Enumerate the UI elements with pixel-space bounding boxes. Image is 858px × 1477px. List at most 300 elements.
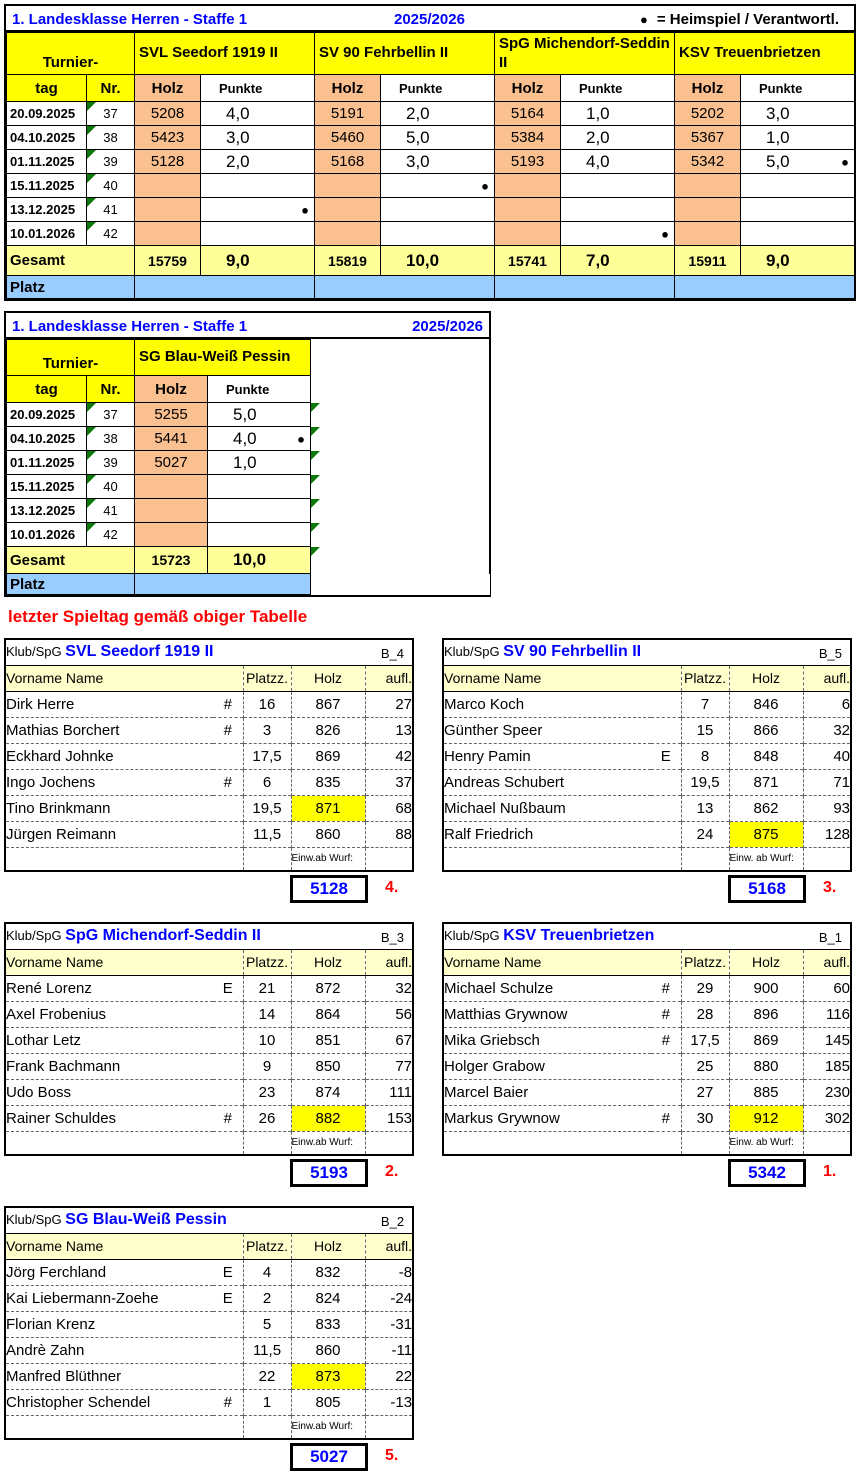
tag-label: tag xyxy=(7,376,87,403)
player-name: Ralf Friedrich xyxy=(443,821,651,847)
empty-cell xyxy=(311,376,490,403)
corner-flag-icon xyxy=(87,198,96,207)
empty-cell xyxy=(5,847,243,871)
player-marker: # xyxy=(213,1105,243,1131)
pessin-results-table xyxy=(4,311,491,597)
platzz-header: Platzz. xyxy=(243,665,291,691)
holz-label: Holz xyxy=(675,75,741,102)
player-holz: 805 xyxy=(291,1389,365,1415)
player-name: Rainer Schuldes xyxy=(5,1105,213,1131)
corner-flag-icon xyxy=(87,499,96,508)
player-aufl: 60 xyxy=(803,975,851,1001)
einwurf-row xyxy=(443,1131,851,1155)
punkte-value: 2,0 xyxy=(201,150,315,174)
punkte-value xyxy=(741,198,855,222)
klub-spg-label: Klub/SpG xyxy=(6,1212,66,1228)
player-marker xyxy=(213,821,243,847)
punkte-value: 3,0 xyxy=(741,102,855,126)
player-platzz: 17,5 xyxy=(681,1027,729,1053)
empty-cell xyxy=(243,847,291,871)
club-roster-table xyxy=(442,922,852,1156)
platzz-header: Platzz. xyxy=(243,1233,291,1259)
player-platzz: 29 xyxy=(681,975,729,1001)
punkte-value xyxy=(208,475,311,499)
team-name: SVL Seedorf 1919 II xyxy=(135,33,315,75)
klub-spg-label: Klub/SpG xyxy=(6,644,66,660)
holz-value xyxy=(135,222,201,246)
league-title-bar xyxy=(6,6,854,32)
punkte-label: Punkte xyxy=(741,75,855,102)
match-nr: 40 xyxy=(87,475,135,499)
holz-value: 5460 xyxy=(315,126,381,150)
corner-flag-icon xyxy=(311,427,320,436)
einwurf-row xyxy=(443,847,851,871)
vorname-name-header: Vorname Name xyxy=(443,949,681,975)
empty-cell xyxy=(365,1415,413,1439)
gesamt-punkte: 10,0 xyxy=(208,547,311,574)
nr-label: Nr. xyxy=(87,75,135,102)
league-results-table xyxy=(4,4,856,301)
empty-cell xyxy=(681,847,729,871)
match-row xyxy=(7,427,490,451)
match-nr: 40 xyxy=(87,174,135,198)
holz-value xyxy=(495,174,561,198)
club-block xyxy=(4,922,416,1193)
player-aufl: 302 xyxy=(803,1105,851,1131)
corner-flag-icon xyxy=(87,451,96,460)
aufl-header: aufl. xyxy=(365,949,413,975)
match-nr: 41 xyxy=(87,198,135,222)
einwurf-row xyxy=(5,1131,413,1155)
empty-cell xyxy=(311,574,490,595)
club-title-cell xyxy=(5,639,413,665)
match-date: 04.10.2025 xyxy=(7,126,87,150)
legend-text: = Heimspiel / Verantwortl. xyxy=(656,11,840,28)
player-platzz: 3 xyxy=(243,717,291,743)
player-name: Holger Grabow xyxy=(443,1053,651,1079)
punkte-value: 2,0 xyxy=(561,126,675,150)
gesamt-punkte: 7,0 xyxy=(561,246,675,276)
player-row xyxy=(5,821,413,847)
club-team-name: SVL Seedorf 1919 II xyxy=(65,643,214,661)
holz-value: 5202 xyxy=(675,102,741,126)
aufl-header: aufl. xyxy=(365,1233,413,1259)
punkte-value xyxy=(381,198,495,222)
player-platzz: 23 xyxy=(243,1079,291,1105)
match-nr: 39 xyxy=(87,150,135,174)
punkte-value: 1,0 xyxy=(561,102,675,126)
player-holz: 896 xyxy=(729,1001,803,1027)
player-marker: E xyxy=(213,975,243,1001)
player-marker: E xyxy=(213,1285,243,1311)
player-row xyxy=(5,1389,413,1415)
holz-value: 5208 xyxy=(135,102,201,126)
player-holz: 866 xyxy=(729,717,803,743)
corner-flag-icon xyxy=(87,427,96,436)
player-platzz: 19,5 xyxy=(243,795,291,821)
player-marker xyxy=(651,717,681,743)
player-holz: 873 xyxy=(291,1363,365,1389)
team-total-holz: 5342 xyxy=(728,1159,806,1187)
corner-flag-icon xyxy=(87,222,96,231)
player-name: Marcel Baier xyxy=(443,1079,651,1105)
player-holz: 875 xyxy=(729,821,803,847)
player-aufl: 185 xyxy=(803,1053,851,1079)
player-platzz: 10 xyxy=(243,1027,291,1053)
team-total-row xyxy=(290,1159,416,1193)
gesamt-holz: 15819 xyxy=(315,246,381,276)
player-aufl: 77 xyxy=(365,1053,413,1079)
team-rank: 2. xyxy=(385,1163,399,1180)
punkte-value xyxy=(741,174,855,198)
player-holz: 826 xyxy=(291,717,365,743)
holz-value xyxy=(315,174,381,198)
player-marker xyxy=(651,795,681,821)
player-aufl: -31 xyxy=(365,1311,413,1337)
club-roster-table xyxy=(4,922,414,1156)
player-name: Henry Pamin xyxy=(443,743,651,769)
aufl-header: aufl. xyxy=(365,665,413,691)
club-team-name: SV 90 Fehrbellin II xyxy=(503,643,642,661)
player-name: Markus Grywnow xyxy=(443,1105,651,1131)
player-name: Mathias Borchert xyxy=(5,717,213,743)
player-marker xyxy=(213,1337,243,1363)
team-name: SG Blau-Weiß Pessin xyxy=(135,340,311,376)
player-platzz: 21 xyxy=(243,975,291,1001)
comment-flag-cell xyxy=(311,427,490,451)
club-team-name: SpG Michendorf-Seddin II xyxy=(65,927,261,945)
player-name: Andrè Zahn xyxy=(5,1337,213,1363)
player-row xyxy=(5,1311,413,1337)
player-marker: # xyxy=(651,1027,681,1053)
player-aufl: -11 xyxy=(365,1337,413,1363)
corner-flag-icon xyxy=(87,150,96,159)
player-platzz: 11,5 xyxy=(243,1337,291,1363)
punkte-value xyxy=(561,198,675,222)
player-marker xyxy=(651,769,681,795)
empty-cell xyxy=(5,1131,243,1155)
einw-label: Einw.ab Wurf: xyxy=(291,1415,365,1439)
player-row xyxy=(5,1337,413,1363)
player-aufl: 111 xyxy=(365,1079,413,1105)
league-title: 1. Landesklasse Herren - Staffe 1 xyxy=(12,318,248,335)
player-name: Marco Koch xyxy=(443,691,651,717)
pessin-title-bar xyxy=(6,313,489,339)
player-row xyxy=(443,821,851,847)
punkte-value: 4,0 ● xyxy=(208,427,311,451)
comment-flag-cell xyxy=(311,451,490,475)
match-date: 20.09.2025 xyxy=(7,403,87,427)
roster-header-row xyxy=(5,949,413,975)
empty-cell xyxy=(243,1131,291,1155)
player-holz: 900 xyxy=(729,975,803,1001)
player-row xyxy=(443,691,851,717)
player-name: Florian Krenz xyxy=(5,1311,213,1337)
player-platzz: 24 xyxy=(681,821,729,847)
holz-value xyxy=(495,198,561,222)
holz-header: Holz xyxy=(291,1233,365,1259)
comment-flag-cell xyxy=(311,547,490,574)
player-aufl: 116 xyxy=(803,1001,851,1027)
team-header-row xyxy=(7,340,490,376)
einwurf-row xyxy=(5,1415,413,1439)
player-aufl: 56 xyxy=(365,1001,413,1027)
player-name: Dirk Herre xyxy=(5,691,213,717)
player-aufl: 68 xyxy=(365,795,413,821)
punkte-value: 3,0 xyxy=(381,150,495,174)
player-platzz: 25 xyxy=(681,1053,729,1079)
empty-cell xyxy=(5,1415,243,1439)
player-row xyxy=(443,743,851,769)
gesamt-holz: 15723 xyxy=(135,547,208,574)
player-holz: 851 xyxy=(291,1027,365,1053)
punkte-value xyxy=(381,174,495,198)
club-roster-table xyxy=(4,638,414,872)
team-name: KSV Treuenbrietzen xyxy=(675,33,855,75)
platz-row xyxy=(7,276,855,299)
club-title-row xyxy=(443,639,851,665)
player-aufl: 145 xyxy=(803,1027,851,1053)
player-row xyxy=(443,717,851,743)
club-team-name: SG Blau-Weiß Pessin xyxy=(65,1211,227,1229)
player-aufl: 71 xyxy=(803,769,851,795)
klub-spg-label: Klub/SpG xyxy=(444,928,504,944)
match-nr: 41 xyxy=(87,499,135,523)
punkte-value: 5,0 xyxy=(208,403,311,427)
holz-value xyxy=(315,222,381,246)
holz-value: 5193 xyxy=(495,150,561,174)
column-header-row xyxy=(7,75,855,102)
tag-label: tag xyxy=(7,75,87,102)
player-aufl: 128 xyxy=(803,821,851,847)
player-aufl: 230 xyxy=(803,1079,851,1105)
match-row xyxy=(7,150,855,174)
player-marker xyxy=(213,743,243,769)
season-label: 2025/2026 xyxy=(394,11,465,28)
holz-header: Holz xyxy=(291,949,365,975)
gesamt-label: Gesamt xyxy=(7,246,135,276)
einw-label: Einw. ab Wurf: xyxy=(729,1131,803,1155)
gesamt-holz: 15741 xyxy=(495,246,561,276)
holz-value: 5027 xyxy=(135,451,208,475)
player-aufl: -13 xyxy=(365,1389,413,1415)
holz-value: 5423 xyxy=(135,126,201,150)
club-code: B_3 xyxy=(380,930,405,945)
holz-value xyxy=(315,198,381,222)
holz-value: 5191 xyxy=(315,102,381,126)
holz-value xyxy=(675,198,741,222)
empty-cell xyxy=(803,1131,851,1155)
player-row xyxy=(5,1363,413,1389)
empty-cell xyxy=(365,847,413,871)
player-holz: 833 xyxy=(291,1311,365,1337)
player-marker: # xyxy=(213,1389,243,1415)
punkte-value xyxy=(381,222,495,246)
player-platzz: 28 xyxy=(681,1001,729,1027)
club-title-row xyxy=(5,639,413,665)
player-aufl: 13 xyxy=(365,717,413,743)
holz-value: 5128 xyxy=(135,150,201,174)
season-label: 2025/2026 xyxy=(412,318,483,335)
player-aufl: 6 xyxy=(803,691,851,717)
holz-value: 5384 xyxy=(495,126,561,150)
player-platzz: 22 xyxy=(243,1363,291,1389)
punkte-value: 4,0 xyxy=(561,150,675,174)
team-total-row xyxy=(290,1443,416,1477)
player-name: René Lorenz xyxy=(5,975,213,1001)
player-row xyxy=(443,795,851,821)
club-roster-table xyxy=(4,1206,414,1440)
player-platzz: 17,5 xyxy=(243,743,291,769)
vorname-name-header: Vorname Name xyxy=(5,949,243,975)
player-row xyxy=(5,975,413,1001)
platz-cell xyxy=(135,574,311,595)
league-title: 1. Landesklasse Herren - Staffe 1 xyxy=(12,11,248,28)
player-name: Michael Nußbaum xyxy=(443,795,651,821)
player-holz: 832 xyxy=(291,1259,365,1285)
player-holz: 885 xyxy=(729,1079,803,1105)
player-holz: 871 xyxy=(729,769,803,795)
empty-cell xyxy=(803,847,851,871)
holz-value: 5441 xyxy=(135,427,208,451)
player-aufl: 32 xyxy=(803,717,851,743)
corner-flag-icon xyxy=(311,475,320,484)
player-row xyxy=(443,1079,851,1105)
roster-header-row xyxy=(443,665,851,691)
punkte-value: 1,0 xyxy=(208,451,311,475)
player-holz: 860 xyxy=(291,821,365,847)
team-name: SpG Michendorf-Seddin II xyxy=(495,33,675,75)
player-name: Ingo Jochens xyxy=(5,769,213,795)
platz-cell xyxy=(315,276,495,299)
player-aufl: 88 xyxy=(365,821,413,847)
player-aufl: -24 xyxy=(365,1285,413,1311)
klub-spg-label: Klub/SpG xyxy=(6,928,66,944)
match-date: 10.01.2026 xyxy=(7,222,87,246)
aufl-header: aufl. xyxy=(803,949,851,975)
club-code: B_5 xyxy=(818,646,843,661)
punkte-label: Punkte xyxy=(208,376,311,403)
corner-flag-icon xyxy=(311,451,320,460)
punkte-value: 1,0 xyxy=(741,126,855,150)
match-nr: 37 xyxy=(87,403,135,427)
punkte-value xyxy=(561,222,675,246)
player-platzz: 7 xyxy=(681,691,729,717)
player-platzz: 27 xyxy=(681,1079,729,1105)
heimspiel-dot-icon: ● xyxy=(841,154,850,169)
club-team-name: KSV Treuenbrietzen xyxy=(503,927,655,945)
player-row xyxy=(5,1259,413,1285)
team-total-holz: 5168 xyxy=(728,875,806,903)
match-row xyxy=(7,222,855,246)
holz-value: 5255 xyxy=(135,403,208,427)
player-platzz: 19,5 xyxy=(681,769,729,795)
player-holz: 835 xyxy=(291,769,365,795)
player-platzz: 4 xyxy=(243,1259,291,1285)
club-title-cell xyxy=(443,639,851,665)
player-platzz: 5 xyxy=(243,1311,291,1337)
holz-header: Holz xyxy=(729,949,803,975)
player-row xyxy=(5,691,413,717)
punkte-value xyxy=(208,499,311,523)
player-name: Christopher Schendel xyxy=(5,1389,213,1415)
player-row xyxy=(5,743,413,769)
holz-value xyxy=(135,198,201,222)
player-aufl: 93 xyxy=(803,795,851,821)
match-nr: 38 xyxy=(87,126,135,150)
player-holz: 882 xyxy=(291,1105,365,1131)
player-name: Matthias Grywnow xyxy=(443,1001,651,1027)
punkte-value xyxy=(201,222,315,246)
player-holz: 846 xyxy=(729,691,803,717)
player-name: Günther Speer xyxy=(443,717,651,743)
match-date: 04.10.2025 xyxy=(7,427,87,451)
club-block xyxy=(442,638,854,909)
player-holz: 869 xyxy=(729,1027,803,1053)
player-holz: 874 xyxy=(291,1079,365,1105)
team-header-row xyxy=(7,33,855,75)
player-name: Jörg Ferchland xyxy=(5,1259,213,1285)
match-row xyxy=(7,198,855,222)
empty-cell xyxy=(365,1131,413,1155)
player-marker: # xyxy=(651,975,681,1001)
player-marker: # xyxy=(213,717,243,743)
gesamt-label: Gesamt xyxy=(7,547,135,574)
holz-value: 5367 xyxy=(675,126,741,150)
punkte-value xyxy=(201,198,315,222)
player-marker xyxy=(213,1079,243,1105)
player-holz: 872 xyxy=(291,975,365,1001)
player-row xyxy=(443,975,851,1001)
player-name: Eckhard Johnke xyxy=(5,743,213,769)
heimspiel-dot-icon: ● xyxy=(661,226,669,241)
punkte-label: Punkte xyxy=(201,75,315,102)
punkte-value: 4,0 xyxy=(201,102,315,126)
comment-flag-cell xyxy=(311,523,490,547)
player-platzz: 14 xyxy=(243,1001,291,1027)
player-row xyxy=(443,769,851,795)
match-date: 20.09.2025 xyxy=(7,102,87,126)
player-aufl: 22 xyxy=(365,1363,413,1389)
punkte-value: 5,0 xyxy=(381,126,495,150)
gesamt-holz: 15759 xyxy=(135,246,201,276)
platz-cell xyxy=(135,276,315,299)
player-holz: 860 xyxy=(291,1337,365,1363)
match-row xyxy=(7,102,855,126)
player-platzz: 15 xyxy=(681,717,729,743)
empty-cell xyxy=(311,340,490,376)
player-name: Manfred Blüthner xyxy=(5,1363,213,1389)
holz-header: Holz xyxy=(729,665,803,691)
holz-value xyxy=(135,499,208,523)
punkte-value xyxy=(561,174,675,198)
turnier-label: Turnier- xyxy=(7,340,135,376)
holz-value: 5164 xyxy=(495,102,561,126)
einw-label: Einw.ab Wurf: xyxy=(291,847,365,871)
club-block xyxy=(442,922,854,1193)
match-row xyxy=(7,523,490,547)
team-total-holz: 5128 xyxy=(290,875,368,903)
player-row xyxy=(5,1001,413,1027)
club-title-cell xyxy=(5,1207,413,1233)
player-marker: E xyxy=(651,743,681,769)
club-block xyxy=(4,638,416,909)
player-aufl: 42 xyxy=(365,743,413,769)
corner-flag-icon xyxy=(87,126,96,135)
holz-label: Holz xyxy=(135,376,208,403)
team-total-row xyxy=(728,875,854,909)
column-header-row xyxy=(7,376,490,403)
